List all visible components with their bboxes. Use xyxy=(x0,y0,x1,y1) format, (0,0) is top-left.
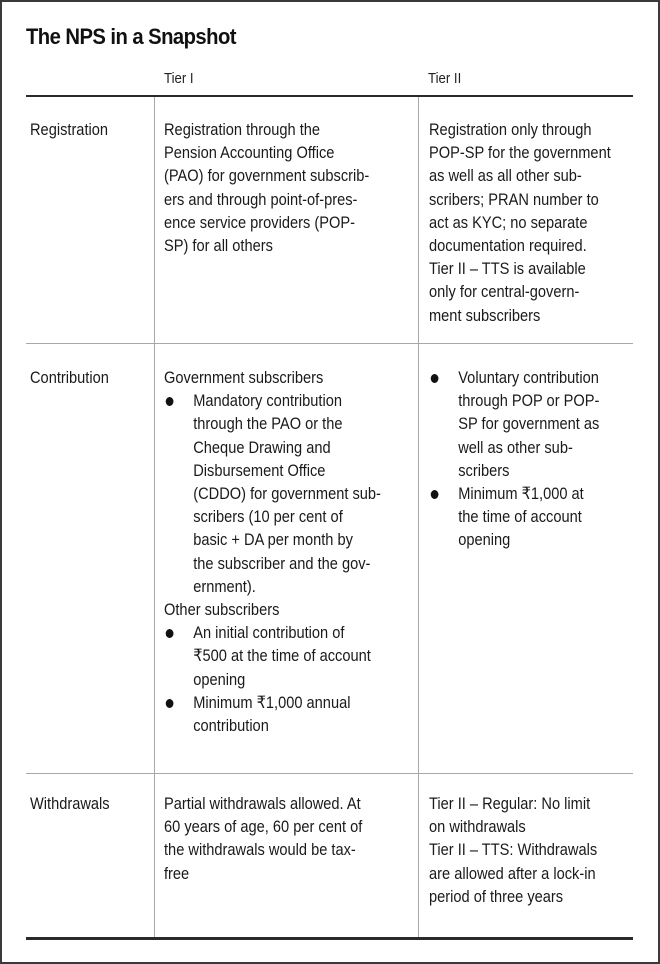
withdrawals-tier-2: Tier II – Regular: No limit on withdrawals Tier II – TTS: Withdrawals are allowed after a lock-in period of three years xyxy=(429,794,598,906)
row-label-contribution: Contribution xyxy=(30,368,109,387)
bullet-item: Minimum ₹1,000 at the time of account opening xyxy=(429,482,599,552)
subheading-government: Government subscribers xyxy=(164,368,324,387)
row-divider xyxy=(26,773,633,774)
column-divider xyxy=(154,97,155,937)
contribution-tier-1 xyxy=(164,366,381,737)
bullet-item: An initial contribution of ₹500 at the time of account opening xyxy=(164,621,381,691)
row-label-withdrawals: Withdrawals xyxy=(30,794,110,813)
withdrawals-tier-1: Partial withdrawals allowed. At 60 years of age, 60 per cent of the withdrawals would be tax- free xyxy=(164,794,363,883)
registration-tier-1: Registration through the Pension Accounting Office (PAO) for government subscrib- ers and through point-of-pres- ence service providers (POP- SP) for all others xyxy=(164,120,370,256)
row-divider xyxy=(26,343,633,344)
contribution-tier-2 xyxy=(429,366,599,552)
header-rule xyxy=(26,95,633,97)
subheading-other: Other subscribers xyxy=(164,600,280,620)
table-title: The NPS in a Snapshot xyxy=(26,24,236,49)
footer-rule xyxy=(26,937,633,940)
column-header-tier-1: Tier I xyxy=(164,70,194,87)
bullet-item: Mandatory contribution through the PAO or the Cheque Drawing and Disbursement Office (CDDO) for government sub- scribers (10 per cent of basic + DA per month by the subscriber and the gov- ernment). xyxy=(164,389,381,598)
column-header-tier-2: Tier II xyxy=(428,70,462,87)
bullet-item: Minimum ₹1,000 annual contribution xyxy=(164,691,381,737)
column-divider xyxy=(418,97,419,937)
registration-tier-2: Registration only through POP-SP for the government as well as all other sub- scribers; PRAN number to act as KYC; no separate documentation required. Tier II – TTS is available only for central-govern- ment subscribers xyxy=(429,120,611,325)
row-label-registration: Registration xyxy=(30,120,109,139)
bullet-item: Voluntary contribution through POP or POP- SP for government as well as other sub- scribers xyxy=(429,366,599,482)
